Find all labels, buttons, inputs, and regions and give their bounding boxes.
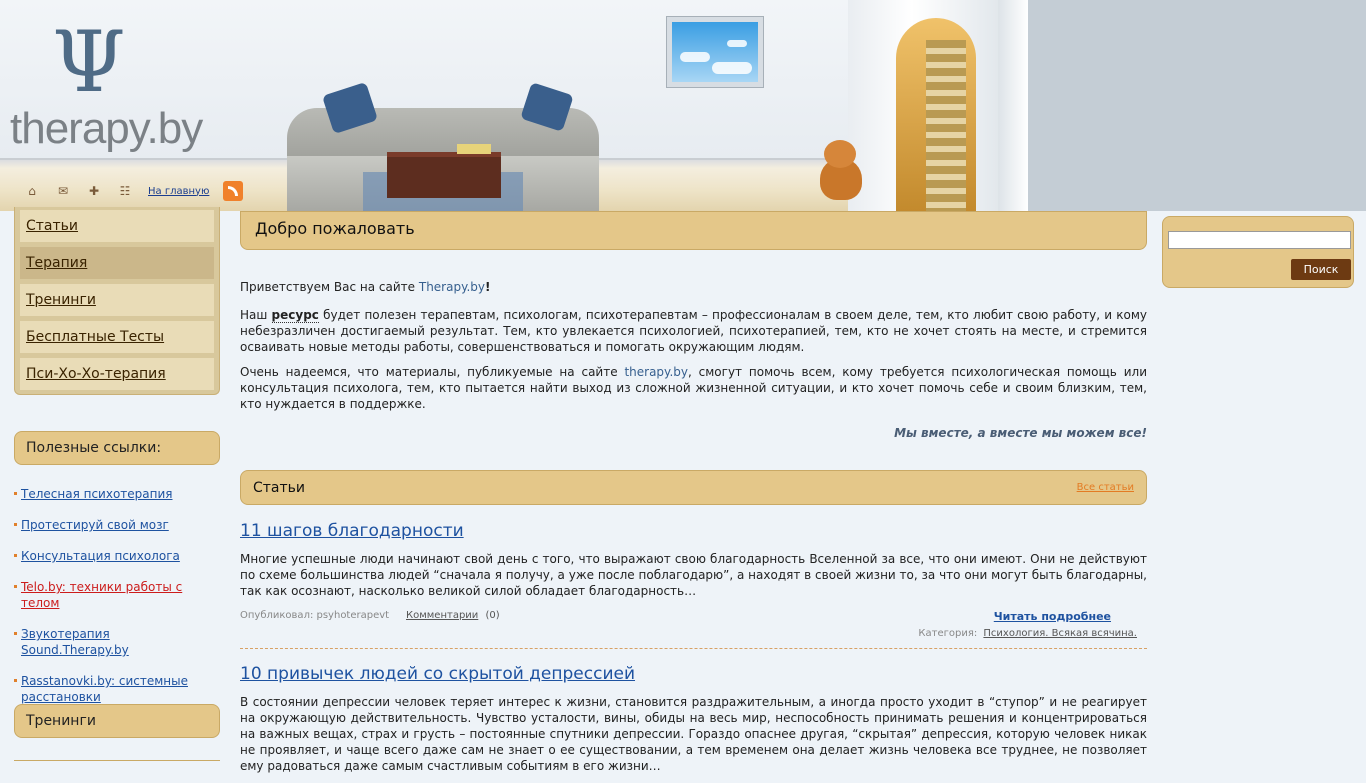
home-link[interactable]: На главную [148,185,210,197]
article-divider [240,648,1147,649]
cat-picture [816,138,866,200]
welcome-paragraph-2: Очень надеемся, что материалы, публикуемые на сайте therapy.by, смогут помочь всем, кому требуется психологическая помощь или консультация психолога, тем, кто пытается найти выход из сложной жизненной ситуации, и кто хочет помочь себе и своим близким, тем, кто нуждается в поддержке. [240,365,1147,411]
left-navigation [14,207,220,395]
welcome-greeting: Приветствуем Вас на сайте Therapy.by! [240,280,491,294]
article-comments [406,610,500,621]
search-input[interactable] [1168,231,1351,249]
sitemap-icon[interactable]: ☷ [119,184,131,198]
link-body-psychotherapy[interactable]: Телесная психотерапия [14,486,220,502]
useful-links-title: Полезные ссылки: [14,431,220,465]
resource-term[interactable]: ресурс [271,308,319,322]
comments-count: (0) [485,610,500,621]
window-picture [666,16,764,88]
welcome-paragraph-1: Наш ресурс будет полезен терапевтам, психологам, психотерапевтам – профессионалам в своем деле, тем, кто любит свою работу, и кому небезразличен достигаемый результат. Тем, кто увлекается психологией, психотерапией, тем, кто не хочет стоять на месте, и стремится осваивать новые методы работы, совершенствоваться и помогать окружающим людям. [240,308,1148,354]
logo-psi-icon[interactable]: Ψ [52,13,126,111]
nav-item-psy-ho-ho[interactable]: Пси-Хо-Хо-терапия [20,358,214,390]
article-meta [240,610,1147,648]
article-item [240,521,1147,649]
archway-picture [848,0,1366,211]
mail-icon[interactable]: ✉ [57,184,69,198]
link-rasstanovki[interactable]: Rasstanovki.by: системные расстановки [14,673,220,705]
articles-section-bar [240,470,1147,505]
link-sound-therapy[interactable]: Звукотерапия Sound.Therapy.by [14,626,220,658]
main-content [240,211,1147,783]
plus-icon[interactable]: ✚ [88,184,100,198]
article-author: Опубликовал: psyhoterapevt [240,610,390,621]
article-title-link[interactable]: 10 привычек людей со скрытой депрессией [240,664,636,684]
search-box [1162,216,1354,288]
search-button[interactable]: Поиск [1291,259,1351,280]
site-link[interactable]: therapy.by [624,365,688,379]
site-name: Therapy.by [418,280,486,294]
link-psychologist-consultation[interactable]: Консультация психолога [14,548,220,564]
header-toolbar [24,183,243,199]
nav-item-therapy[interactable]: Терапия [20,247,214,279]
nav-item-trainings[interactable]: Тренинги [20,284,214,316]
useful-links-list [14,486,220,720]
nav-item-articles[interactable]: Статьи [20,210,214,242]
comments-link[interactable]: Комментарии [406,610,479,621]
article-category: Категория: Психология. Всякая всячина. [918,628,1137,639]
trainings-box-title: Тренинги [14,704,220,738]
read-more-link[interactable]: Читать подробнее [993,610,1111,623]
rss-icon[interactable] [223,181,243,201]
home-icon[interactable]: ⌂ [28,184,36,198]
article-excerpt: Многие успешные люди начинают свой день с того, что выражают свою благодарность Вселенной за все, что они имеют. Они не действуют по схеме большинства людей “сначала я получу, а уже после поблагодарю”, а находят в своей жизни то, за что они могут быть благодарны, так как осознают, насколько великой силой обладает благодарность… [240,552,1147,598]
welcome-motto: Мы вместе, а вместе мы можем все! [894,426,1147,440]
article-item [240,664,1147,774]
article-title-link[interactable]: 11 шагов благодарности [240,521,464,541]
all-articles-link[interactable]: Все статьи [1076,482,1134,493]
logo-text[interactable]: therapy.by [10,104,203,153]
nav-item-free-tests[interactable]: Бесплатные Тесты [20,321,214,353]
link-test-brain[interactable]: Протестируй свой мозг [14,517,220,533]
link-telo-by[interactable]: Telo.by: техники работы с телом [14,579,220,611]
site-header [0,0,1366,211]
articles-section-title: Статьи [253,480,306,496]
welcome-title: Добро пожаловать [240,211,1147,250]
sofa-picture [287,86,599,211]
article-excerpt: В состоянии депрессии человек теряет интерес к жизни, становится раздражительным, а иногда просто уходит в “ступор” и не реагирует на окружающую действительность. Чувство усталости, вины, обиды на весь мир, неспособность принимать решения и концентрироваться на важных вещах, страх и грусть – постоянные спутники депрессии. Гораздо опаснее другая, “скрытая” депрессия, которую человек никак не проявляет, и чаще всего даже сам не знает о ее существовании, а тем временем она делает жизнь человека все труднее, не позволяет ему радоваться даже самым счастливым событиям в его жизни… [240,695,1147,773]
category-link[interactable]: Психология. Всякая всячина. [983,628,1137,639]
trainings-box-divider [14,760,220,761]
